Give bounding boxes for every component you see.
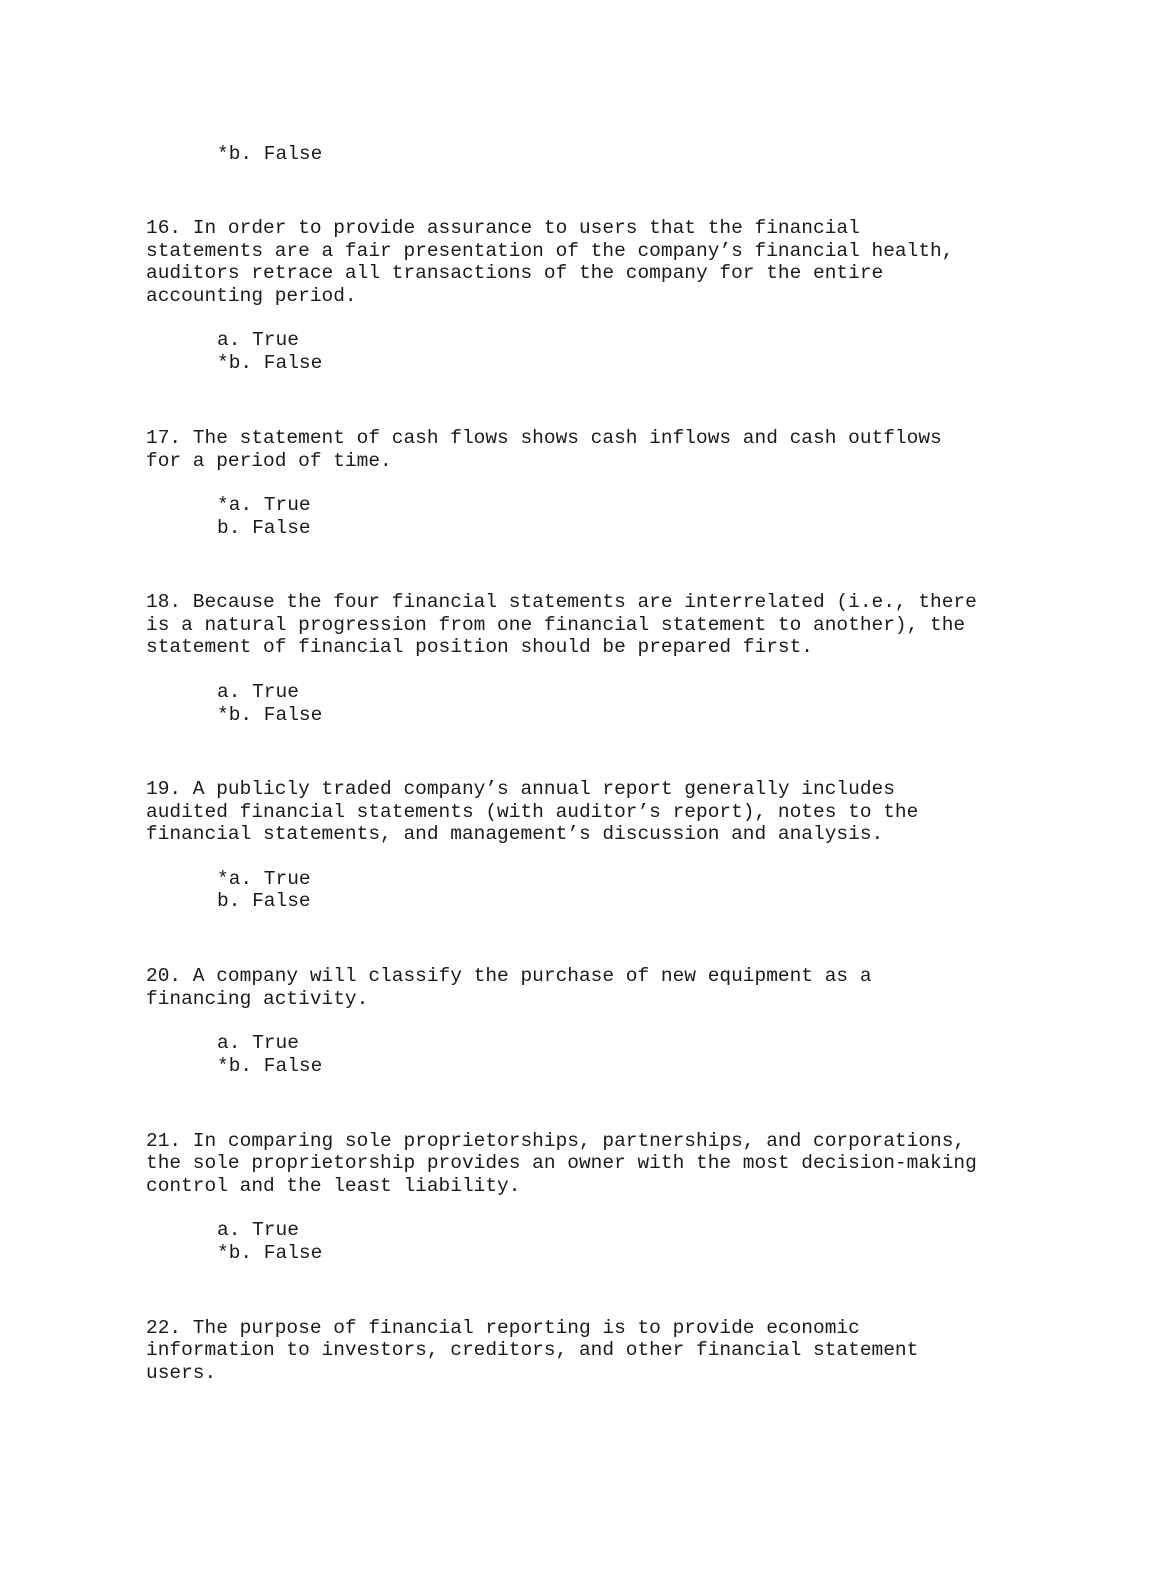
answer-option: *b. False: [217, 352, 323, 374]
question-text-line: statements are a fair presentation of the company’s financial health,: [146, 239, 954, 262]
answer-option: *a. True: [217, 494, 311, 516]
question-text-line: audited financial statements (with auditor’s report), notes to the: [146, 800, 919, 823]
question-text-line: users.: [146, 1361, 217, 1384]
question-text-line: financial statements, and management’s discussion and analysis.: [146, 823, 884, 845]
question-text-line: 16. In order to provide assurance to users that the financial: [146, 217, 860, 239]
question-text-line: auditors retrace all transactions of the company for the entire: [146, 262, 884, 284]
answer-option: *b. False: [217, 703, 323, 726]
answer-option: *b. False: [217, 1054, 323, 1077]
question-text-line: 20. A company will classify the purchase of new equipment as a: [146, 965, 872, 987]
answer-option: a. True: [217, 329, 299, 351]
answer-option: a. True: [217, 1219, 299, 1241]
answer-option: *a. True: [217, 867, 311, 890]
question-text-line: statement of financial position should be prepared first.: [146, 636, 814, 658]
question-text-line: financing activity.: [146, 987, 369, 1010]
question-text-line: the sole proprietorship provides an owner with the most decision-making: [146, 1152, 977, 1174]
answer-option: *b. False: [217, 1241, 323, 1264]
question-text-line: 22. The purpose of financial reporting is to provide economic: [146, 1316, 860, 1339]
question-text-line: control and the least liability.: [146, 1174, 521, 1197]
answer-option: b. False: [217, 890, 311, 912]
answer-option: *b. False: [217, 143, 323, 165]
question-text-line: for a period of time.: [146, 449, 392, 472]
question-text-line: is a natural progression from one financial statement to another), the: [146, 614, 966, 636]
question-text-line: 18. Because the four financial statements are interrelated (i.e., there: [146, 591, 977, 613]
question-text-line: information to investors, creditors, and other financial statement: [146, 1339, 919, 1361]
question-text-line: 21. In comparing sole proprietorships, partnerships, and corporations,: [146, 1129, 966, 1152]
question-text-line: 19. A publicly traded company’s annual report generally includes: [146, 778, 895, 800]
answer-option: a. True: [217, 1032, 299, 1054]
question-text-line: accounting period.: [146, 284, 357, 307]
question-text-line: 17. The statement of cash flows shows cash inflows and cash outflows: [146, 427, 942, 449]
answer-option: a. True: [217, 681, 299, 703]
answer-option: b. False: [217, 516, 311, 539]
